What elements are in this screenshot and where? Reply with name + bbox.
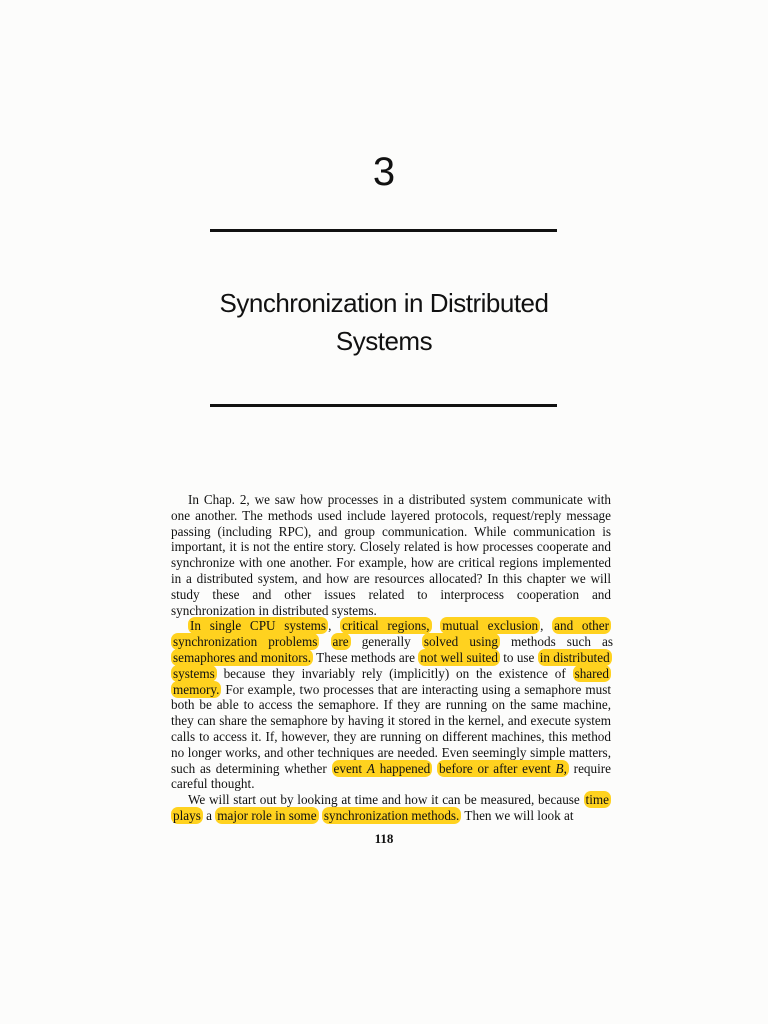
chapter-body xyxy=(171,492,614,824)
highlight: semaphores and monitors. xyxy=(173,649,312,665)
highlight: shared memory. xyxy=(173,665,609,697)
chapter-title xyxy=(150,284,618,360)
chapter-number: 3 xyxy=(372,150,396,194)
paragraph-single-cpu xyxy=(171,618,614,792)
text-run: Then we will look at xyxy=(461,807,574,823)
text-run: because they invariably rely (implicitly) on the existence of xyxy=(216,665,573,681)
page-number: 118 xyxy=(374,831,394,846)
text-run: We will start out by looking at time and how it can be measured, because xyxy=(188,792,584,808)
text-run: happened xyxy=(374,760,431,776)
text-run: , xyxy=(328,618,341,634)
highlight: critical regions, xyxy=(342,618,430,634)
text-run: generally xyxy=(350,634,422,650)
highlight: time plays xyxy=(173,792,609,823)
highlight: solved using xyxy=(423,634,498,650)
text-run: For example, two processes that are interacting using a semaphore must both be able to access the semaphore. If they are running on the same machine, they can share the semaphore by having it stored in the kernel, and execute system calls to access it. If, however, they are running on different machines, this method no longer works, and other techniques are needed. Even seemingly simple matters, such as determining whether xyxy=(171,681,611,776)
italic-variable: A xyxy=(366,760,375,776)
text-run: require careful thought. xyxy=(171,760,612,792)
text-run: event xyxy=(333,760,367,776)
highlight: and other synchronization problems xyxy=(173,618,610,650)
highlight: synchronization methods. xyxy=(323,807,460,823)
text-run: a xyxy=(202,807,216,823)
chapter-title-line-1: Synchronization in Distributed xyxy=(219,288,549,318)
title-rule-top xyxy=(210,229,557,232)
highlight: mutual exclusion xyxy=(442,618,539,634)
text-run: before or after event xyxy=(439,760,556,776)
highlight: are xyxy=(332,634,349,650)
chapter-title-line-2: Systems xyxy=(335,326,433,356)
text-run xyxy=(319,634,330,649)
highlight xyxy=(332,760,433,777)
italic-variable: B xyxy=(555,760,564,776)
title-rule-bottom xyxy=(210,404,557,407)
text-run: to use xyxy=(499,649,538,665)
paragraph-time xyxy=(171,792,611,824)
text-run: , xyxy=(563,760,567,776)
highlight: not well suited xyxy=(420,649,498,665)
text-run: These methods are xyxy=(313,649,419,665)
highlight: In single CPU systems xyxy=(190,618,327,634)
highlight xyxy=(437,760,569,777)
highlight: major role in some xyxy=(217,807,317,823)
text-run: methods such as xyxy=(499,634,614,650)
highlight: in distributed systems xyxy=(173,649,610,681)
text-run xyxy=(432,618,441,633)
text-run: , xyxy=(540,618,553,634)
paragraph-intro: In Chap. 2, we saw how processes in a distributed system communicate with one another. The methods used include layered protocols, request/reply message passing (including RPC), and group communication. While communication is important, it is not the entire story. Closely related is how processes cooperate and synchronize with one another. For example, how are critical regions implemented in a distributed system, and how are resources allocated? In this chapter we will study these and other issues related to interprocess cooperation and synchronization in distributed systems. xyxy=(171,492,611,618)
